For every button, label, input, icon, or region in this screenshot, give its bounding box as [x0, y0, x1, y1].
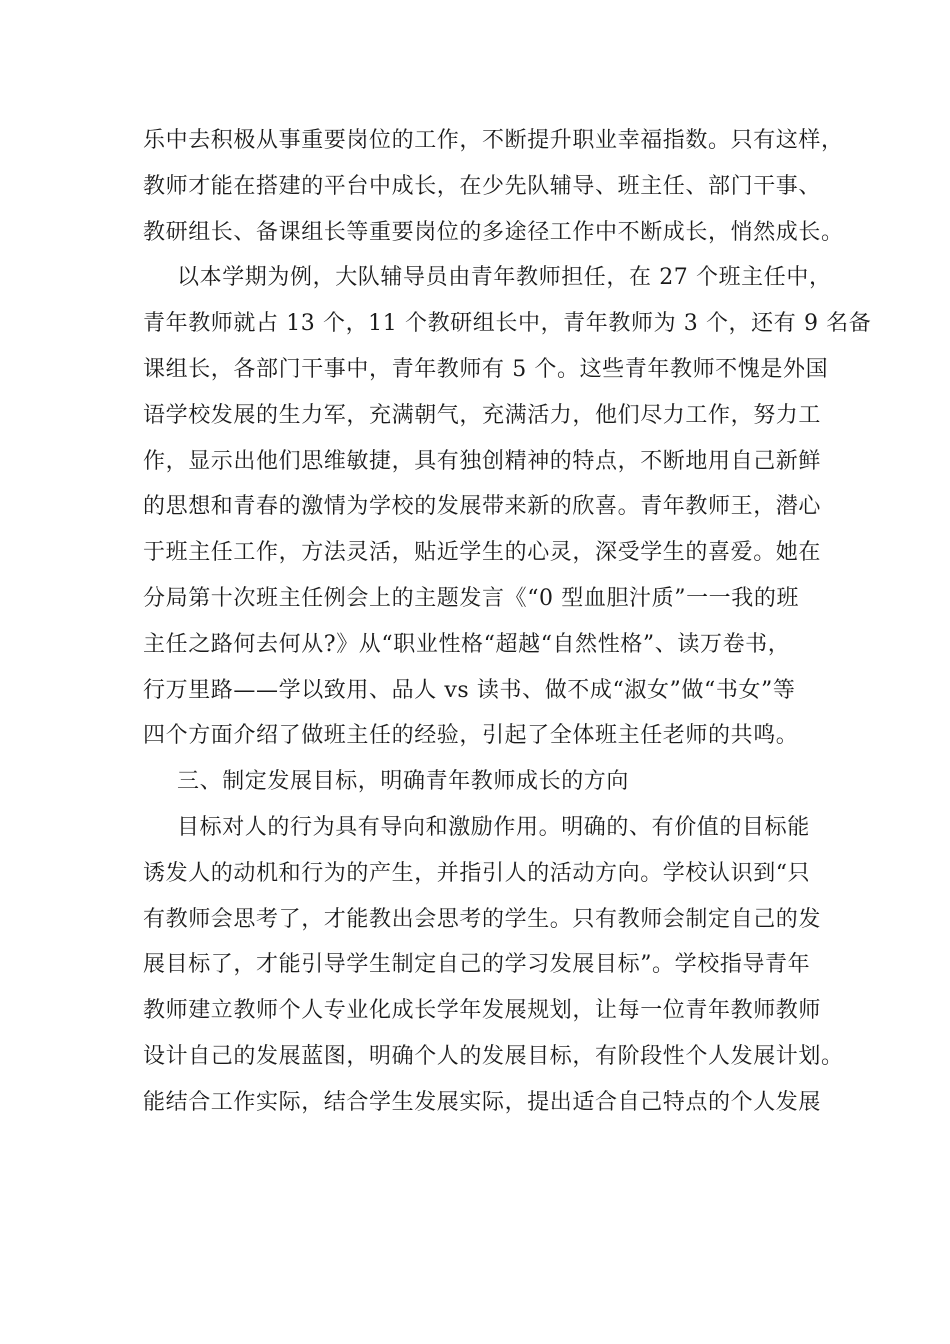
text-line: 分局第十次班主任例会上的主题发言《“0 型血胆汁质”一一我的班	[143, 585, 800, 611]
text-line: 作，显示出他们思维敏捷，具有独创精神的特点，不断地用自己新鲜	[143, 448, 822, 474]
text-line: 主任之路何去何从?》从“职业性格“超越“自然性格”、读万卷书，	[143, 631, 791, 657]
text-line: 能结合工作实际，结合学生发展实际，提出适合自己特点的个人发展	[143, 1089, 822, 1115]
text-line: 教研组长、备课组长等重要岗位的多途径工作中不断成长，悄然成长。	[143, 219, 844, 245]
text-line: 教师才能在搭建的平台中成长，在少先队辅导、班主任、部门干事、	[143, 173, 822, 199]
text-line: 青年教师就占 13 个，11 个教研组长中，青年教师为 3 个，还有 9 名备	[143, 311, 872, 337]
text-line: 的思想和青春的激情为学校的发展带来新的欣喜。青年教师王，潜心	[143, 494, 822, 520]
paragraph-start-line: 目标对人的行为具有导向和激励作用。明确的、有价值的目标能	[177, 814, 810, 840]
section-heading: 三、制定发展目标，明确青年教师成长的方向	[177, 769, 630, 795]
text-line: 有教师会思考了，才能教出会思考的学生。只有教师会制定自己的发	[143, 906, 822, 932]
text-line: 课组长，各部门干事中，青年教师有 5 个。这些青年教师不愧是外国	[143, 356, 829, 382]
text-line: 于班主任工作，方法灵活，贴近学生的心灵，深受学生的喜爱。她在	[143, 540, 822, 566]
text-line: 四个方面介绍了做班主任的经验，引起了全体班主任老师的共鸣。	[143, 723, 799, 749]
text-line: 诱发人的动机和行为的产生，并指引人的活动方向。学校认识到“只	[143, 860, 811, 886]
text-line: 教师建立教师个人专业化成长学年发展规划，让每一位青年教师教师	[143, 998, 822, 1024]
body-text	[143, 118, 872, 1126]
text-line: 语学校发展的生力军，充满朝气，充满活力，他们尽力工作，努力工	[143, 402, 822, 428]
text-line: 乐中去积极从事重要岗位的工作，不断提升职业幸福指数。只有这样，	[143, 128, 844, 153]
text-line: 行万里路——学以致用、品人 vs 读书、做不成“淑女”做“书女”等	[143, 677, 796, 703]
paragraph-start-line: 以本学期为例，大队辅导员由青年教师担任，在 27 个班主任中，	[177, 265, 832, 291]
text-line: 设计自己的发展蓝图，明确个人的发展目标，有阶段性个人发展计划。	[143, 1043, 844, 1069]
text-line: 展目标了，才能引导学生制定自己的学习发展目标”。学校指导青年	[143, 952, 811, 978]
